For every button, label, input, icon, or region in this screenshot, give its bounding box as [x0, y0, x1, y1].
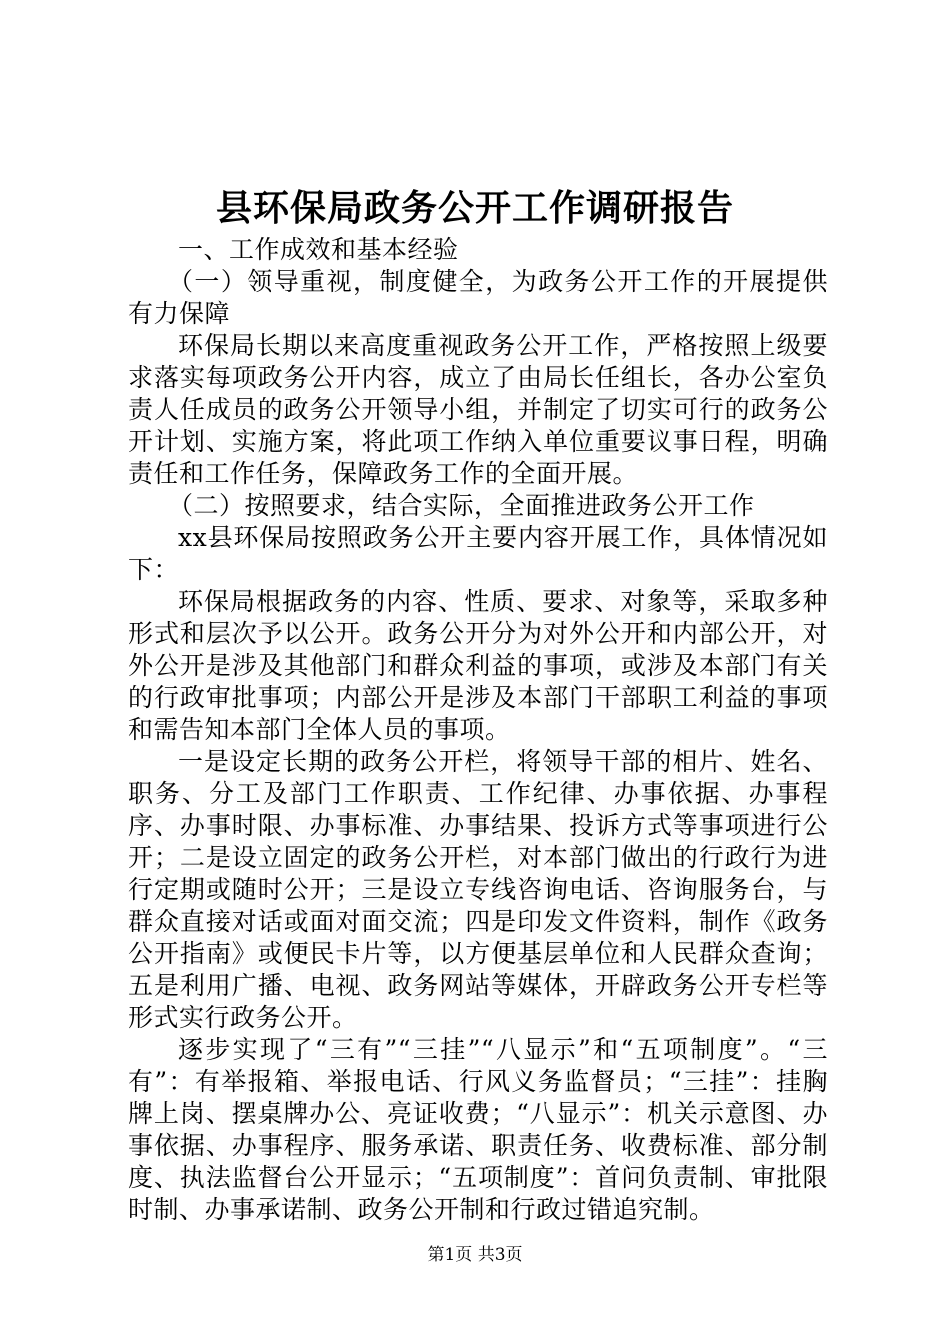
document-title: 县环保局政务公开工作调研报告 [215, 187, 734, 229]
body-paragraph: 环保局长期以来高度重视政务公开工作，严格按照上级要求落实每项政务公开内容，成立了由局长任组长，各办公室负责人任成员的政务公开领导小组，并制定了切实可行的政务公开计划、实施方案，将此项工作纳入单位重要议事日程，明确责任和工作任务，保障政务工作的全面开展。 [128, 331, 828, 488]
subsection-heading: （一）领导重视，制度健全，为政务公开工作的开展提供有力保障 [128, 267, 828, 328]
document-body [128, 234, 828, 1226]
body-paragraph: xx县环保局按照政务公开主要内容开展工作，具体情况如下： [128, 523, 828, 584]
section-heading: 一、工作成效和基本经验 [178, 235, 459, 264]
page-footer: 第1页 共3页 [427, 1245, 523, 1265]
body-paragraph: 环保局根据政务的内容、性质、要求、对象等，采取多种形式和层次予以公开。政务公开分为对外公开和内部公开，对外公开是涉及其他部门和群众利益的事项，或涉及本部门有关的行政审批事项；内部公开是涉及本部门干部职工利益的事项和需告知本部门全体人员的事项。 [128, 587, 828, 744]
body-paragraph: 逐步实现了“三有”“三挂”“八显示”和“五项制度”。“三有”：有举报箱、举报电话、行风义务监督员；“三挂”：挂胸牌上岗、摆桌牌办公、亮证收费；“八显示”：机关示意图、办事依据、办事程序、服务承诺、职责任务、收费标准、部分制度、执法监督台公开显示；“五项制度”：首问负责制、审批限时制、办事承诺制、政务公开制和行政过错追究制。 [128, 1035, 828, 1224]
body-paragraph: 一是设定长期的政务公开栏，将领导干部的相片、姓名、职务、分工及部门工作职责、工作纪律、办事依据、办事程序、办事时限、办事标准、办事结果、投诉方式等事项进行公开；二是设立固定的政务公开栏，对本部门做出的行政行为进行定期或随时公开；三是设立专线咨询电话、咨询服务台，与群众直接对话或面对面交流；四是印发文件资料，制作《政务公开指南》或便民卡片等，以方便基层单位和人民群众查询；五是利用广播、电视、政务网站等媒体，开辟政务公开专栏等形式实行政务公开。 [128, 747, 828, 1032]
subsection-heading: （二）按照要求，结合实际，全面推进政务公开工作 [168, 491, 755, 520]
